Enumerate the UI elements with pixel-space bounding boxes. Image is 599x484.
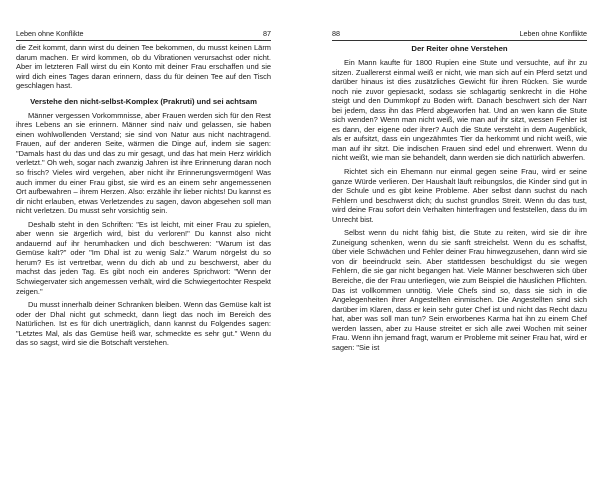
section-heading: Verstehe den nicht-selbst-Komplex (Prakruti) und sei achtsam: [30, 96, 257, 106]
paragraph: die Zeit kommt, dann wirst du deinen Tee bekommen, du musst keinen Lärm darum machen. Er wird kommen, ob du Vibrationen verursachst oder nicht. Aber im letzteren Fall wirst du ein Konto mit deiner Frau erschaffen und sie wird dich eines Tages daran erinnern, dass du für deinen Tee auf den Tisch geschlagen hast.: [16, 43, 271, 91]
running-title: Leben ohne Konflikte: [519, 29, 587, 38]
paragraph: Richtet sich ein Ehemann nur einmal gegen seine Frau, wird er seine ganze Würde verlieren. Der Haushalt läuft reibungslos, die Kinder sind gut in der Schule und es gibt keine Probleme. Aber selbst dann suchst du nach Fehlern und beschwerst dich; du suchst grundlos Streit. Wenn du das tust, wird deine Frau sofort dein Verhalten hinterfragen und feststellen, dass du im Unrecht bist.: [332, 167, 587, 224]
right-page: [332, 0, 587, 484]
left-page: [16, 0, 271, 484]
paragraph: Männer vergessen Vorkommnisse, aber Frauen werden sich für den Rest ihres Lebens an sie erinnern. Männer sind naiv und gelassen, sie haben einen wohlwollenden Verstand; sie sind von Natur aus nicht nachtragend. Frauen, auf der anderen Seite, wärmen die Dinge auf, indem sie sagen: "Damals hast du das und das zu mir gesagt, und das hat mein Herz wirklich verletzt." Oh weh, sogar nach zwanzig Jahren ist ihre Erinnerung daran noch so frisch? Vieles wird vergehen, aber nicht ihr Erinnerungsvermögen! Was auch immer du einer Frau gibst, sie wird es an einem sehr angemessenen Ort aufbewahren – ihrem Herzen. Also: erzähle ihr lieber nichts! Du kannst es dir nicht erlauben, etwas Verletzendes zu sagen, davon abgesehen soll man nicht verletzen. Du musst sehr vorsichtig sein.: [16, 110, 271, 216]
running-header: [16, 0, 271, 41]
paragraph: Du musst innerhalb deiner Schranken bleiben. Wenn das Gemüse kalt ist oder der Dhal nicht gut schmeckt, dann liegt das noch im Bereich des Natürlichen. Ist es für dich unerträglich, dann kannst du Folgendes sagen: "Letztes Mal, als das Gemüse heiß war, schmeckte es sehr gut." Wenn du das so sagst, wird sie die Botschaft verstehen.: [16, 300, 271, 348]
running-title: Leben ohne Konflikte: [16, 29, 84, 38]
page-body: [16, 43, 271, 348]
page-number: 87: [263, 29, 271, 38]
page-body: [332, 44, 587, 352]
running-header: [332, 0, 587, 41]
section-heading: Der Reiter ohne Verstehen: [411, 44, 508, 53]
paragraph: Selbst wenn du nicht fähig bist, die Stute zu reiten, wird sie dir ihre Zuneigung schenken, wenn du sie sanft streichelst. Wenn du es schaffst, über viele Schwächen und Fehler deiner Frau hinwegzusehen, dann wird sie von dir beeindruckt sein. Aber stattdessen beschuldigst du sie wegen Fehlern, die sie gar nicht begangen hat. Viele Männer beschweren sich über Bereiche, die der Frau unterliegen, wie zum Beispiel die häuslichen Pflichten. Das ist vollkommen unnötig. Viele Chefs sind so, dass sie sich in die Angelegenheiten ihrer Angestellten einmischen. Die Angestellten sind sich darüber im Klaren, dass er kein sehr guter Chef ist und nicht das Recht dazu hat, aber was soll man tun? Sein erworbenes Karma hat ihn zu einem Chef werden lassen, aber zu Hause streitet er sich alle zwei Wochen mit seiner Frau. Wenn ihn jemand fragt, warum er Probleme mit seiner Frau hat, wird er sagen: "Sie ist: [332, 228, 587, 352]
paragraph: Ein Mann kaufte für 1800 Rupien eine Stute und versuchte, auf ihr zu sitzen. Zuallererst einmal weiß er nicht, wie man sich auf ein Pferd setzt und darüber hinaus ist dies zusätzliches Gewicht für ihren Rücken. Sie wurde noch nie zuvor gepiesackt, sodass sie schlagartig senkrecht in die Höhe steigt und den Dummkopf zu Boden wirft. Danach beschwert sich der Narr bei jedem, dass ihn das Pferd abgeworfen hat. Und an wen kann die Stute sich wenden? Wenn man nicht weiß, wie man auf ihr sitzt, wessen Fehler ist es dann, der eigene oder ihrer? Auch die Stute versteht in dem Augenblick, als er aufsitzt, dass ein ungezähmtes Tier da herkommt und nicht weiß, wie man auf ihr sitzt. Die indischen Frauen sind edel und ehrenwert. Wenn du nicht weißt, wie man sie behandelt, dann werden sie dich natürlich abwerfen.: [332, 58, 587, 163]
paragraph: Deshalb steht in den Schriften: "Es ist leicht, mit einer Frau zu spielen, aber wenn sie ärgerlich wird, bist du verloren!" Du kannst also nicht andauernd auf ihr herumhacken und dich beschweren: "Warum ist das Gemüse kalt?" oder "Im Dhal ist zu wenig Salz." Warum nörgelst du so herum? Es ist vertretbar, wenn du dich ab und zu beschwerst, aber du machst das jeden Tag. Es gibt noch ein anderes Sprichwort: "Wenn der Schwiegervater sich angemessen verhält, wird die Schwiegertochter Respekt zeigen.": [16, 219, 271, 296]
page-number: 88: [332, 29, 340, 38]
